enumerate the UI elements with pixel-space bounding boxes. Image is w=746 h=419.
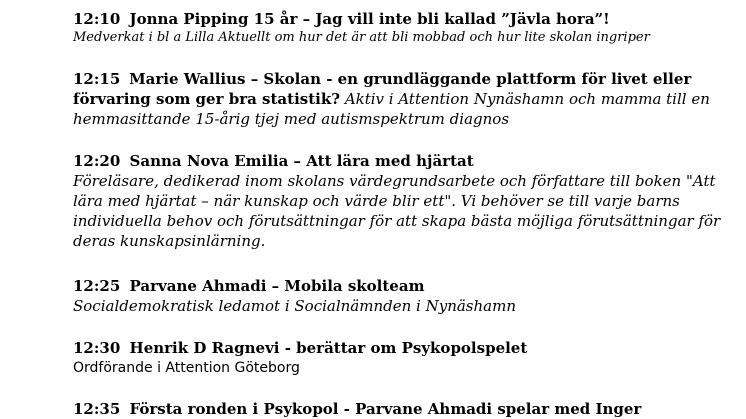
entry-heading (73, 9, 741, 29)
entry-time: 12:15 (73, 70, 121, 88)
entry-heading (73, 276, 741, 296)
program-entry-1210 (73, 9, 741, 46)
entry-title: Parvane Ahmadi – Mobila skolteam (129, 277, 425, 295)
program-entry-1215 (73, 69, 741, 129)
entry-time: 12:30 (73, 339, 121, 357)
entry-description: Socialdemokratisk ledamot i Socialnämnden i Nynäshamn (73, 297, 516, 315)
entry-title: Marie Wallius – Skolan - en grundläggande plattform för livet eller förvaring som ger bra statistik? (73, 70, 692, 108)
entry-time: 12:10 (73, 10, 121, 28)
entry-time: 12:35 (73, 400, 121, 418)
entry-heading (73, 151, 741, 171)
program-entry-1225 (73, 276, 741, 316)
entry-description: Ordförande i Attention Göteborg (73, 360, 300, 376)
entry-heading (73, 399, 741, 419)
entry-title: Henrik D Ragnevi - berättar om Psykopolspelet (129, 339, 528, 357)
program-entry-1230 (73, 338, 741, 378)
entry-title: Första ronden i Psykopol - Parvane Ahmadi spelar med Inger (129, 400, 642, 418)
entry-description: Föreläsare, dedikerad inom skolans värdegrundsarbete och författare till boken "Att lära med hjärtat – när kunskap och värde blir ett". Vi behöver se till varje barns individuella behov och förutsättningar för att skapa bästa möjliga förutsättningar för deras kunskapsinlärning. (73, 172, 721, 250)
entry-time: 12:25 (73, 277, 121, 295)
entry-heading (73, 338, 741, 358)
entry-title: Jonna Pipping 15 år – Jag vill inte bli kallad ”Jävla hora”! (129, 10, 610, 28)
entry-description: Medverkat i bl a Lilla Aktuellt om hur det är att bli mobbad och hur lite skolan ingriper (73, 30, 650, 45)
program-entry-1235 (73, 399, 741, 419)
entry-time: 12:20 (73, 152, 121, 170)
entry-description: Aktiv i Attention Nynäshamn och mamma till en hemmasittande 15-årig tjej med autismspektrum diagnos (73, 90, 710, 128)
entry-title: Sanna Nova Emilia – Att lära med hjärtat (129, 152, 474, 170)
program-entry-1220 (73, 151, 741, 251)
